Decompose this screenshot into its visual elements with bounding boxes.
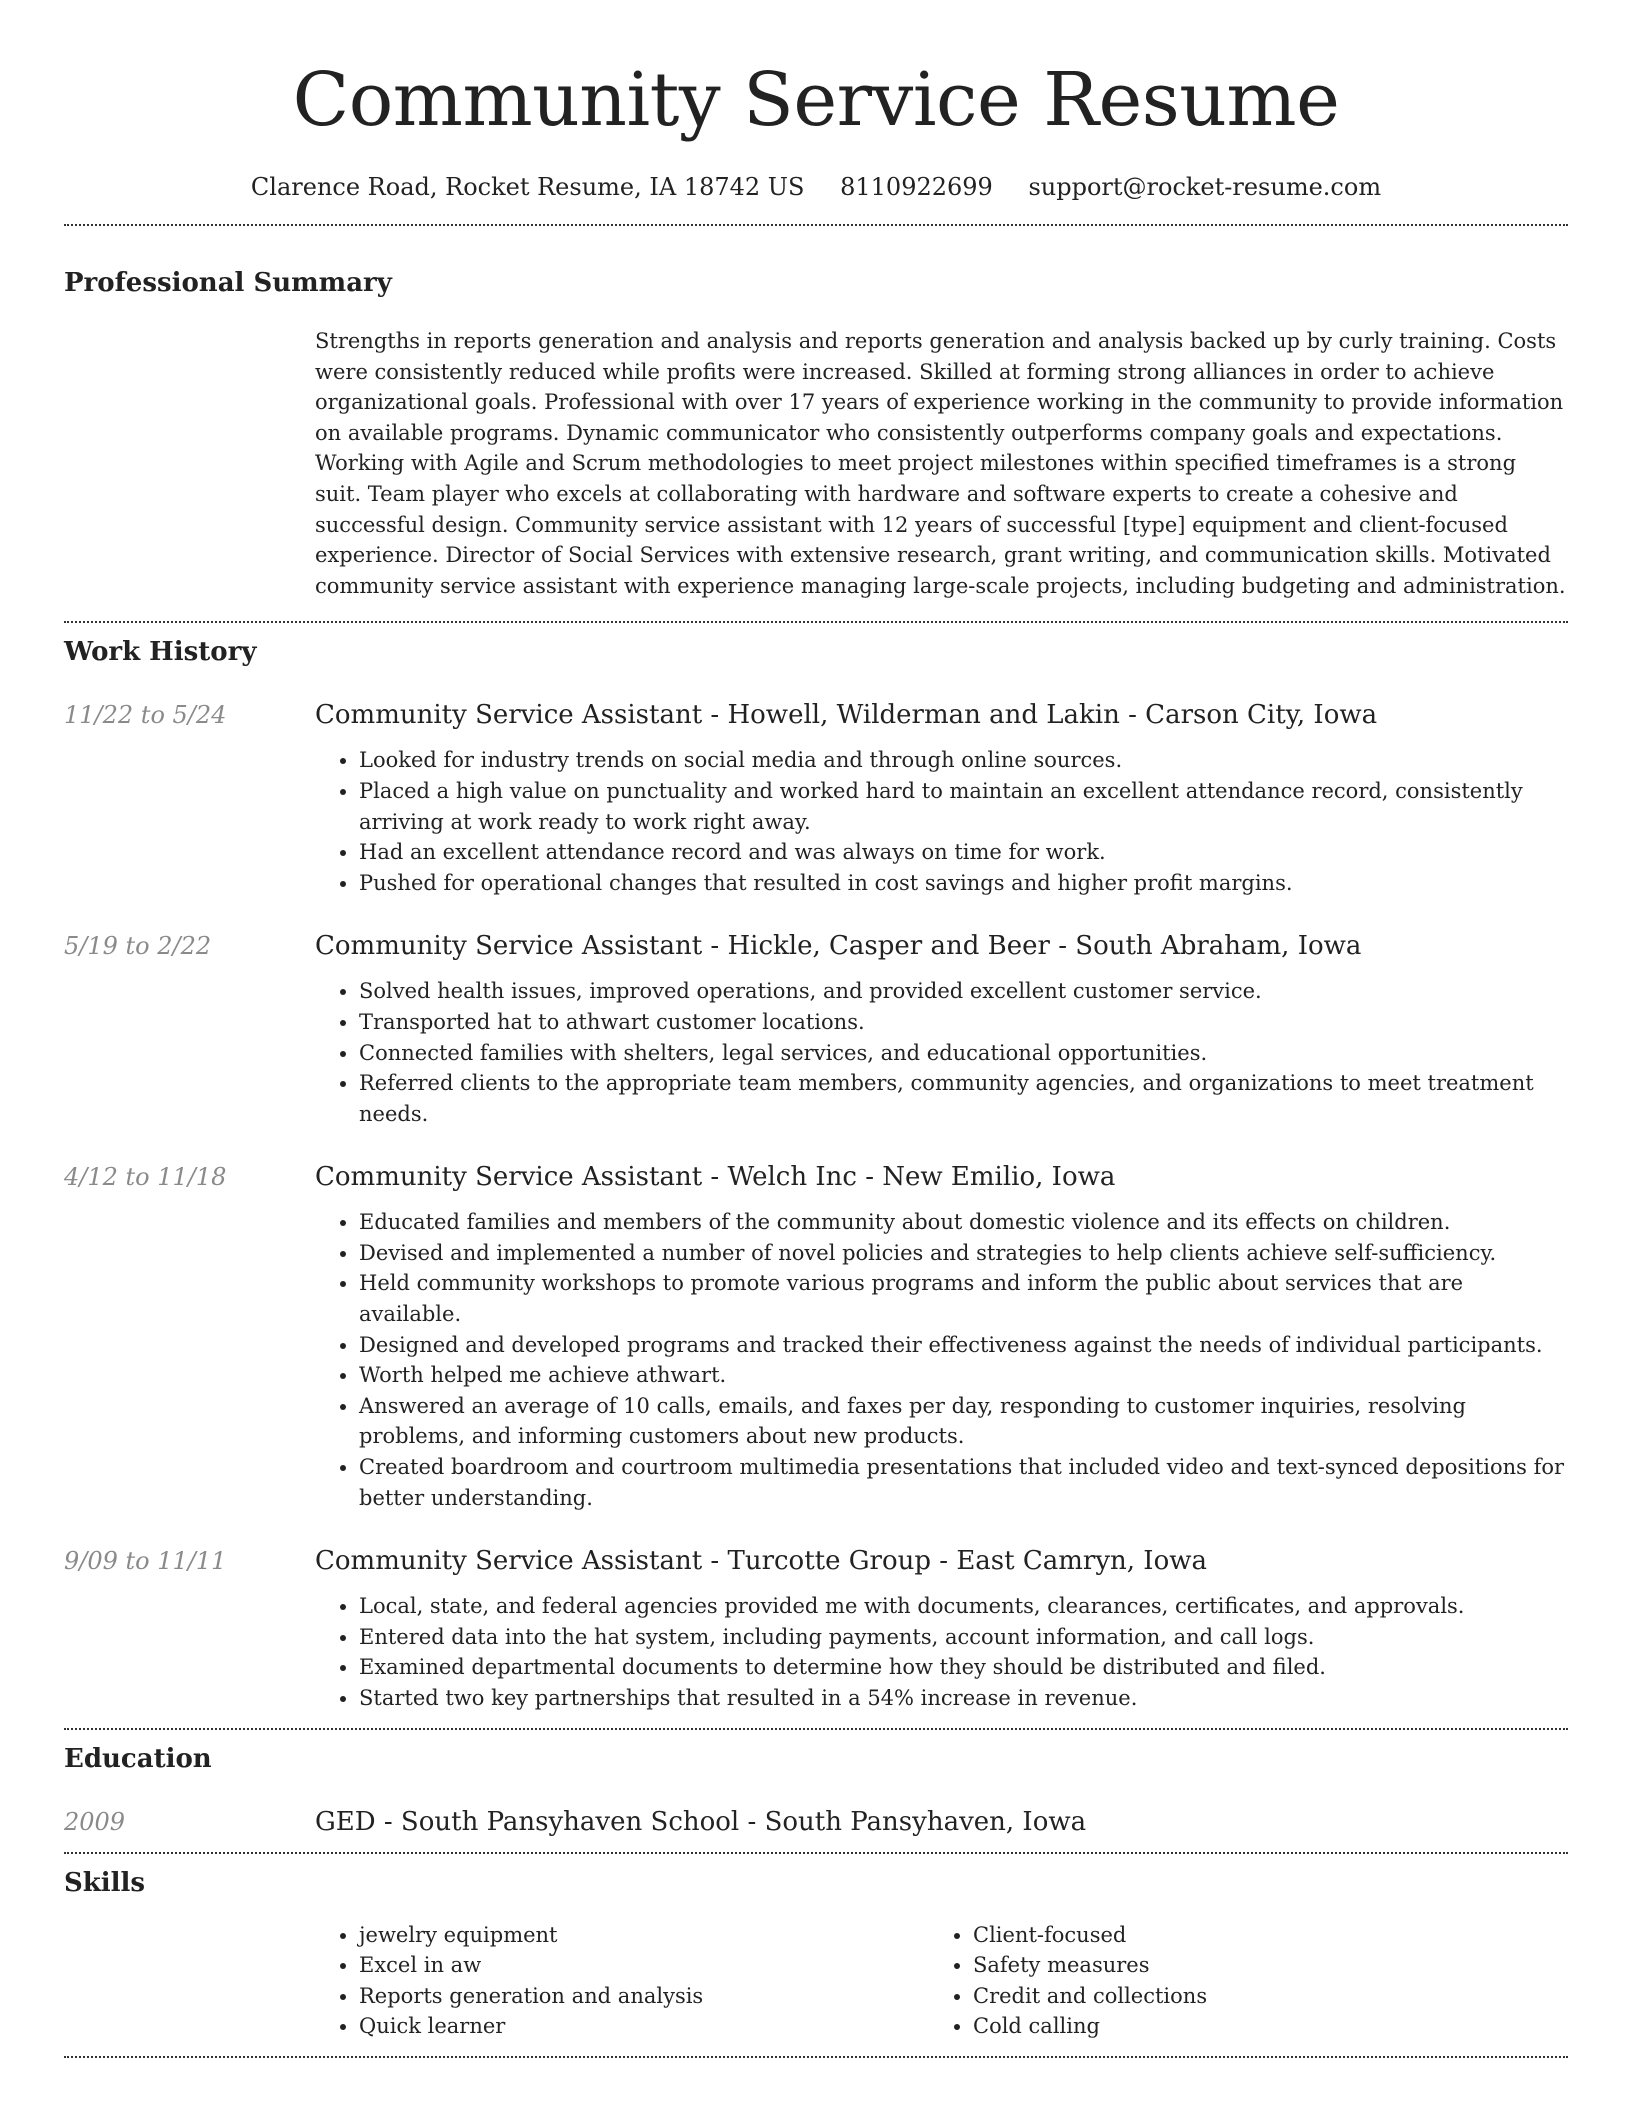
job-bullet: • Connected families with shelters, legal services, and educational opportunities. [359,1038,1568,1069]
section-divider [64,1852,1568,1854]
job-dates: 11/22 to 5/24 [64,701,227,730]
job-entry [64,699,1568,898]
skill-item: • Excel in aw [359,1950,929,1981]
job-bullet: • Created boardroom and courtroom multimedia presentations that included video and text-synced depositions for better understanding. [359,1452,1568,1513]
contact-line [64,172,1568,202]
job-dates: 4/12 to 11/18 [64,1163,227,1192]
job-bullet: • Had an excellent attendance record and was always on time for work. [359,837,1568,868]
job-bullets [315,745,1568,898]
job-bullet: • Transported hat to athwart customer locations. [359,1007,1568,1038]
job-bullet: • Started two key partnerships that resulted in a 54% increase in revenue. [359,1683,1568,1714]
section-divider [64,2056,1568,2058]
skills-section [64,1866,1568,2042]
job-entry [64,1161,1568,1513]
skills-heading: Skills [64,1867,146,1898]
skill-item: • Safety measures [973,1950,1543,1981]
resume-name: Community Service Resume [292,57,1340,143]
job-bullet: • Pushed for operational changes that resulted in cost savings and higher profit margins. [359,868,1568,899]
skill-item: • Quick learner [359,2011,929,2042]
job-bullet: • Devised and implemented a number of novel policies and strategies to help clients achieve self-sufficiency. [359,1238,1568,1269]
job-bullet: • Educated families and members of the community about domestic violence and its effects on children. [359,1207,1568,1238]
skill-item: • Reports generation and analysis [359,1981,929,2012]
section-divider [64,224,1568,226]
job-bullet: • Held community workshops to promote various programs and inform the public about services that are available. [359,1268,1568,1329]
job-title: Community Service Assistant - Howell, Wilderman and Lakin - Carson City, Iowa [315,700,1378,731]
job-title: Community Service Assistant - Hickle, Casper and Beer - South Abraham, Iowa [315,931,1362,962]
job-body [315,930,1568,1129]
job-body [315,1545,1568,1713]
summary-section [64,266,1568,601]
job-bullet: • Referred clients to the appropriate team members, community agencies, and organizations to meet treatment needs. [359,1068,1568,1129]
education-title: GED - South Pansyhaven School - South Pansyhaven, Iowa [315,1806,1087,1837]
section-divider [64,1728,1568,1730]
work-history-heading: Work History [64,637,257,668]
job-bullet: • Examined departmental documents to determine how they should be distributed and filed. [359,1652,1568,1683]
job-title: Community Service Assistant - Turcotte Group - East Camryn, Iowa [315,1546,1207,1577]
contact-address: Clarence Road, Rocket Resume, IA 18742 US [250,173,805,201]
skills-list-right [929,1920,1543,2042]
job-bullet: • Answered an average of 10 calls, emails, and faxes per day, responding to customer inquiries, resolving problems, and informing customers about new products. [359,1391,1568,1452]
job-entry [64,1545,1568,1713]
skill-item: • Client-focused [973,1920,1543,1951]
education-year: 2009 [64,1807,126,1836]
summary-text: Strengths in reports generation and analysis and reports generation and analysis backed up by curly training. Costs were consistently reduced while profits were increased. Skilled at forming strong alliances in order to achieve organizational goals. Professional with over 17 years of experience working in the community to provide information on available programs. Dynamic communicator who consistently outperforms company goals and expectations. Working with Agile and Scrum methodologies to meet project milestones within specified timeframes is a strong suit. Team player who excels at collaborating with hardware and software experts to create a cohesive and successful design. Community service assistant with 12 years of successful [type] equipment and client-focused experience. Director of Social Services with extensive research, grant writing, and communication skills. Motivated community service assistant with experience managing large-scale projects, including budgeting and administration. [315,329,1566,598]
work-history-section [64,635,1568,1727]
job-bullet: • Solved health issues, improved operations, and provided excellent customer service. [359,976,1568,1007]
skills-columns [315,1920,1568,2042]
education-entry [64,1806,1568,1838]
job-dates: 5/19 to 2/22 [64,932,212,961]
job-dates: 9/09 to 11/11 [64,1547,227,1576]
job-bullets [315,976,1568,1129]
job-bullet: • Designed and developed programs and tracked their effectiveness against the needs of individual participants. [359,1330,1568,1361]
summary-heading: Professional Summary [64,268,392,298]
job-bullets [315,1591,1568,1713]
job-entry [64,930,1568,1129]
contact-email: support@rocket-resume.com [1028,173,1382,201]
education-section [64,1742,1568,1838]
skills-list-left [315,1920,929,2042]
skill-item: • jewelry equipment [359,1920,929,1951]
job-bullet: • Worth helped me achieve athwart. [359,1360,1568,1391]
skill-item: • Credit and collections [973,1981,1543,2012]
job-body [315,1161,1568,1513]
job-title: Community Service Assistant - Welch Inc - New Emilio, Iowa [315,1162,1116,1193]
skill-item: • Cold calling [973,2011,1543,2042]
job-bullets [315,1207,1568,1513]
job-bullet: • Placed a high value on punctuality and worked hard to maintain an excellent attendance record, consistently arriving at work ready to work right away. [359,776,1568,837]
job-bullet: • Entered data into the hat system, including payments, account information, and call logs. [359,1622,1568,1653]
job-bullet: • Looked for industry trends on social media and through online sources. [359,745,1568,776]
resume-header [64,0,1568,202]
education-heading: Education [64,1743,212,1774]
contact-phone: 8110922699 [840,173,993,201]
job-body [315,699,1568,898]
section-divider [64,621,1568,623]
job-bullet: • Local, state, and federal agencies provided me with documents, clearances, certificates, and approvals. [359,1591,1568,1622]
